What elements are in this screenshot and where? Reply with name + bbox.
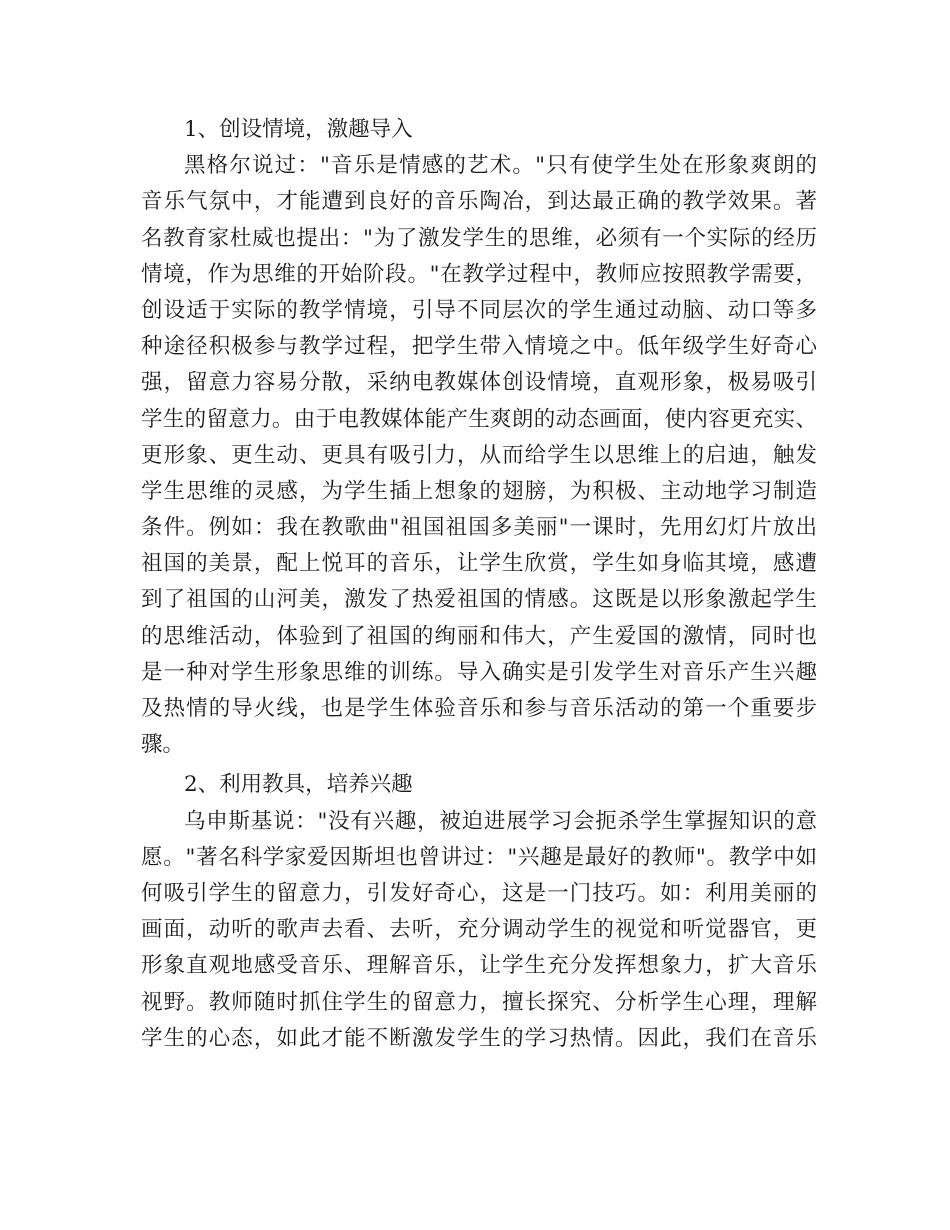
paragraph-line: 到了祖国的山河美，激发了热爱祖国的情感。这既是以形象激起学生 xyxy=(141,587,817,613)
paragraph-line: 祖国的美景，配上悦耳的音乐，让学生欣赏，学生如身临其境，感遭 xyxy=(141,551,817,577)
paragraph-line: 何吸引学生的留意力，引发好奇心，这是一门技巧。如：利用美丽的 xyxy=(141,880,817,906)
paragraph-line: 愿。"著名科学家爱因斯坦也曾讲过："兴趣是最好的教师"。教学中如 xyxy=(141,844,817,870)
paragraph-line: 黑格尔说过："音乐是情感的艺术。"只有使学生处在形象爽朗的 xyxy=(184,153,817,179)
paragraph-line: 学生的留意力。由于电教媒体能产生爽朗的动态画面，使内容更充实、 xyxy=(141,406,817,432)
section-heading: 1、创设情境，激趣导入 xyxy=(184,117,413,142)
section-heading: 2、利用教具，培养兴趣 xyxy=(184,772,413,798)
document-body xyxy=(141,112,817,1057)
paragraph-line: 音乐气氛中，才能遭到良好的音乐陶冶，到达最正确的教学效果。著 xyxy=(141,189,817,215)
paragraph-line: 种途径积极参与教学过程，把学生带入情境之中。低年级学生好奇心 xyxy=(141,334,817,360)
paragraph-line: 学生的心态，如此才能不断激发学生的学习热情。因此，我们在音乐 xyxy=(141,1025,817,1051)
paragraph-line: 更形象、更生动、更具有吸引力，从而给学生以思维上的启迪，触发 xyxy=(141,442,817,468)
paragraph-line: 条件。例如：我在教歌曲"祖国祖国多美丽"一课时，先用幻灯片放出 xyxy=(141,515,817,541)
paragraph-line: 强，留意力容易分散，采纳电教媒体创设情境，直观形象，极易吸引 xyxy=(141,370,817,396)
paragraph-line: 是一种对学生形象思维的训练。导入确实是引发学生对音乐产生兴趣 xyxy=(141,659,817,685)
paragraph-line: 画面，动听的歌声去看、去听，充分调动学生的视觉和听觉器官，更 xyxy=(141,917,817,943)
paragraph-line-last: 骤。 xyxy=(141,732,185,758)
paragraph-line: 创设适于实际的教学情境，引导不同层次的学生通过动脑、动口等多 xyxy=(141,297,817,323)
paragraph-line: 形象直观地感受音乐、理解音乐，让学生充分发挥想象力，扩大音乐 xyxy=(141,953,817,979)
paragraph-line: 情境，作为思维的开始阶段。"在教学过程中，教师应按照教学需要， xyxy=(141,261,817,287)
paragraph-line: 视野。教师随时抓住学生的留意力，擅长探究、分析学生心理，理解 xyxy=(141,989,817,1015)
paragraph-line: 名教育家杜威也提出："为了激发学生的思维，必须有一个实际的经历 xyxy=(141,225,817,251)
paragraph-line: 乌申斯基说："没有兴趣，被迫进展学习会扼杀学生掌握知识的意 xyxy=(184,808,817,834)
paragraph-line: 的思维活动，体验到了祖国的绚丽和伟大，产生爱国的激情，同时也 xyxy=(141,623,817,649)
paragraph-line: 学生思维的灵感，为学生插上想象的翅膀，为积极、主动地学习制造 xyxy=(141,478,817,504)
paragraph-line: 及热情的导火线，也是学生体验音乐和参与音乐活动的第一个重要步 xyxy=(141,696,817,721)
